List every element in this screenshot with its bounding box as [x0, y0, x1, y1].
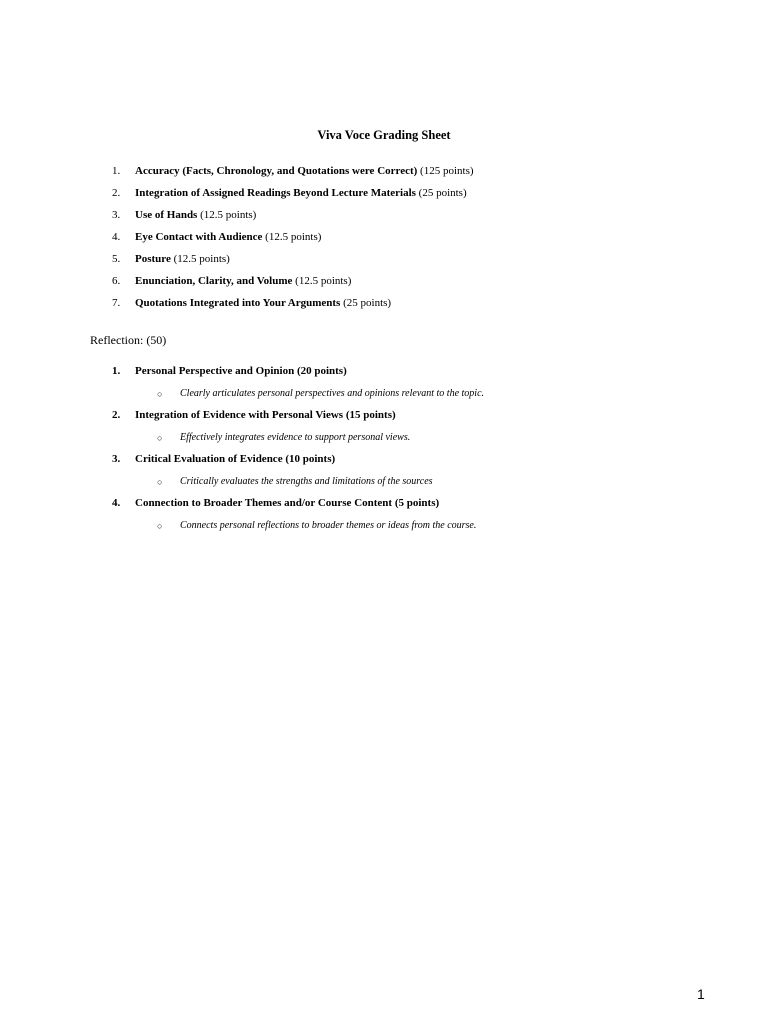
item-label: Enunciation, Clarity, and Volume [135, 275, 293, 287]
item-label: Posture [135, 253, 171, 265]
item-number: 4. [112, 231, 121, 243]
item-points: (12.5 points) [295, 275, 352, 287]
criterion-number: 2. [112, 409, 121, 421]
item-label: Integration of Assigned Readings Beyond Lecture Materials [135, 187, 416, 199]
criterion-label: Integration of Evidence with Personal Views (15 points) [135, 409, 396, 421]
hollow-bullet-icon: ○ [157, 389, 163, 399]
item-number: 6. [112, 275, 121, 287]
item-label: Quotations Integrated into Your Arguments [135, 297, 341, 309]
item-points: (25 points) [343, 297, 392, 309]
criterion-number: 4. [112, 497, 121, 509]
item-points: (25 points) [418, 187, 467, 199]
criterion-description: Critically evaluates the strengths and limitations of the sources [180, 476, 433, 487]
item-number: 5. [112, 253, 121, 265]
item-label: Accuracy (Facts, Chronology, and Quotations were Correct) [135, 165, 418, 177]
reflection-heading: Reflection: (50) [90, 333, 167, 347]
item-points: (12.5 points) [200, 209, 257, 221]
hollow-bullet-icon: ○ [157, 477, 163, 487]
hollow-bullet-icon: ○ [157, 433, 163, 443]
item-number: 1. [112, 165, 121, 177]
item-number: 2. [112, 187, 121, 199]
item-points: (125 points) [420, 165, 474, 177]
criterion-label: Connection to Broader Themes and/or Course Content (5 points) [135, 497, 440, 509]
item-label: Eye Contact with Audience [135, 231, 263, 243]
item-label: Use of Hands [135, 209, 198, 221]
criterion-label: Personal Perspective and Opinion (20 points) [135, 365, 347, 377]
criterion-description: Clearly articulates personal perspectives and opinions relevant to the topic. [180, 388, 485, 399]
page-number: 1 [697, 986, 705, 1002]
item-points: (12.5 points) [265, 231, 322, 243]
item-number: 3. [112, 209, 121, 221]
criterion-label: Critical Evaluation of Evidence (10 points) [135, 453, 336, 465]
item-number: 7. [112, 297, 121, 309]
hollow-bullet-icon: ○ [157, 521, 163, 531]
criterion-number: 1. [112, 365, 121, 377]
criterion-number: 3. [112, 453, 121, 465]
page-title: Viva Voce Grading Sheet [317, 128, 451, 142]
item-points: (12.5 points) [173, 253, 230, 265]
criterion-description: Effectively integrates evidence to support personal views. [180, 432, 411, 443]
criterion-description: Connects personal reflections to broader themes or ideas from the course. [180, 520, 477, 531]
